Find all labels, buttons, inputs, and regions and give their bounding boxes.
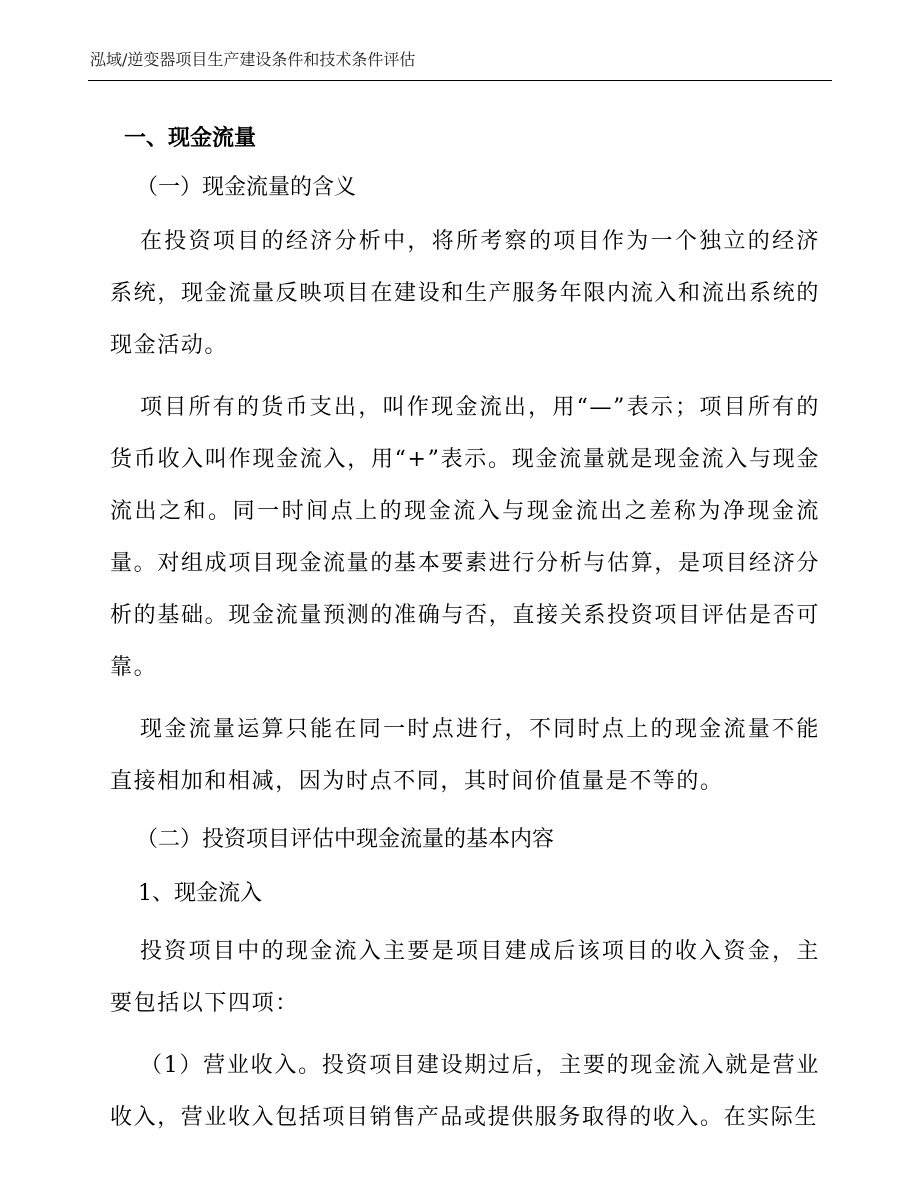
header-divider: [88, 80, 832, 81]
document-body: [110, 118, 820, 1154]
paragraph-definition: 在投资项目的经济分析中，将所考察的项目作为一个独立的经济系统，现金流量反映项目在建设和生产服务年限内流入和流出系统的现金活动。: [110, 229, 820, 358]
paragraph-time-point: 现金流量运算只能在同一时点进行，不同时点上的现金流量不能直接相加和相减，因为时点不同，其时间价值量是不等的。: [110, 717, 820, 794]
paragraph-operating-revenue: （1）营业收入。投资项目建设期过后，主要的现金流入就是营业收入，营业收入包括项目销售产品或提供服务取得的收入。在实际生: [110, 1053, 820, 1130]
subsection-heading-content: （二）投资项目评估中现金流量的基本内容: [136, 827, 555, 852]
running-header: 泓域/逆变器项目生产建设条件和技术条件评估: [90, 50, 416, 69]
item-heading-cash-inflow: 1、现金流入: [138, 881, 262, 906]
paragraph-inflow-intro: 投资项目中的现金流入主要是项目建成后该项目的收入资金，主要包括以下四项：: [110, 939, 820, 1016]
subsection-heading-meaning: （一）现金流量的含义: [136, 175, 357, 200]
section-heading: 一、现金流量: [124, 125, 257, 151]
paragraph-inflow-outflow: 项目所有的货币支出，叫作现金流出，用“—”表示；项目所有的货币收入叫作现金流入，用“+”表示。现金流量就是现金流入与现金流出之和。同一时间点上的现金流入与现金流出之差称为净现金流量。对组成项目现金流量的基本要素进行分析与估算，是项目经济分析的基础。现金流量预测的准确与否，直接关系投资项目评估是否可靠。: [110, 395, 820, 680]
